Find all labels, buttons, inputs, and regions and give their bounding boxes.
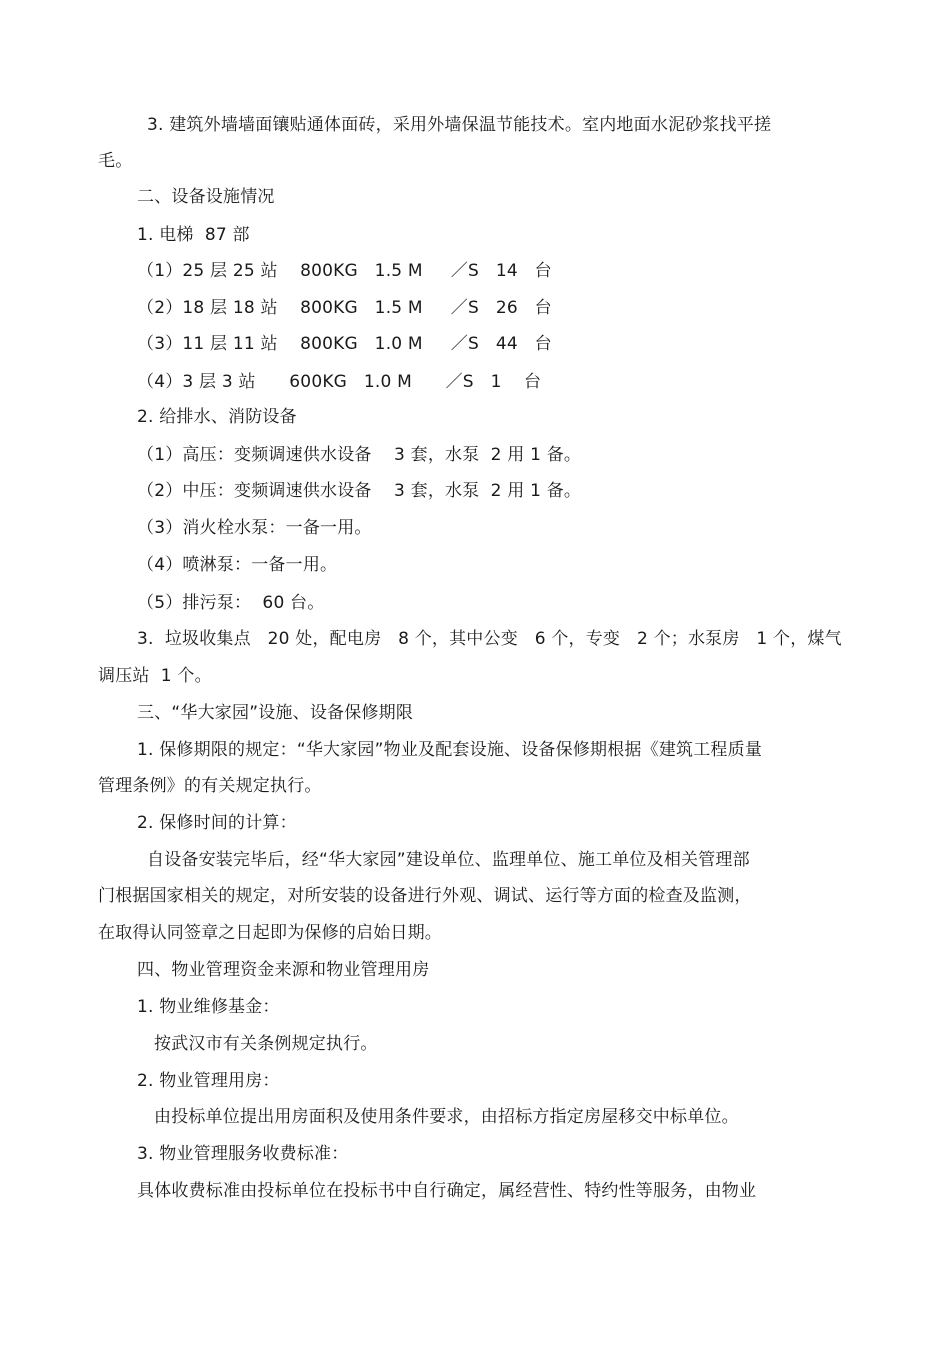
subsection-heading: 2. 保修时间的计算： xyxy=(137,813,297,833)
paragraph-line: 管理条例》的有关规定执行。 xyxy=(98,776,322,796)
subsection-heading: 1. 电梯 87 部 xyxy=(137,225,250,245)
list-item: （1）25 层 25 站 800KG 1.5 M ／S 14 台 xyxy=(137,261,552,281)
paragraph-line: 在取得认同签章之日起即为保修的启始日期。 xyxy=(98,923,442,943)
paragraph-line: 按武汉市有关条例规定执行。 xyxy=(154,1034,378,1054)
list-item: （4）喷淋泵：一备一用。 xyxy=(137,555,338,575)
paragraph-line: 自设备安装完毕后，经“华大家园”建设单位、监理单位、施工单位及相关管理部 xyxy=(147,850,750,870)
subsection-heading: 1. 物业维修基金： xyxy=(137,997,280,1017)
paragraph-line: 1. 保修期限的规定：“华大家园”物业及配套设施、设备保修期根据《建筑工程质量 xyxy=(137,740,763,760)
paragraph-line: 调压站 1 个。 xyxy=(98,666,212,686)
list-item: （2）中压：变频调速供水设备 3 套，水泵 2 用 1 备。 xyxy=(137,481,582,501)
list-item: （3）11 层 11 站 800KG 1.0 M ／S 44 台 xyxy=(137,334,552,354)
list-item: （1）高压：变频调速供水设备 3 套，水泵 2 用 1 备。 xyxy=(137,445,582,465)
paragraph-line: 3. 建筑外墙墙面镶贴通体面砖，采用外墙保温节能技术。室内地面水泥砂浆找平搓 xyxy=(147,115,772,135)
list-item: （4）3 层 3 站 600KG 1.0 M ／S 1 台 xyxy=(137,372,542,392)
section-heading: 二、设备设施情况 xyxy=(137,187,275,207)
paragraph-line: 3. 垃圾收集点 20 处，配电房 8 个，其中公变 6 个，专变 2 个；水泵房 1 个，煤气 xyxy=(137,629,842,649)
paragraph-line: 具体收费标准由投标单位在投标书中自行确定，属经营性、特约性等服务，由物业 xyxy=(137,1181,757,1201)
paragraph-line: 门根据国家相关的规定，对所安装的设备进行外观、调试、运行等方面的检查及监测， xyxy=(98,886,752,906)
paragraph-line: 由投标单位提出用房面积及使用条件要求，由招标方指定房屋移交中标单位。 xyxy=(154,1107,739,1127)
list-item: （3）消火栓水泵：一备一用。 xyxy=(137,518,372,538)
list-item: （5）排污泵： 60 台。 xyxy=(137,593,325,613)
subsection-heading: 3. 物业管理服务收费标准： xyxy=(137,1144,349,1164)
list-item: （2）18 层 18 站 800KG 1.5 M ／S 26 台 xyxy=(137,298,552,318)
section-heading: 三、“华大家园”设施、设备保修期限 xyxy=(137,703,414,723)
subsection-heading: 2. 给排水、消防设备 xyxy=(137,407,297,427)
subsection-heading: 2. 物业管理用房： xyxy=(137,1071,280,1091)
paragraph-line: 毛。 xyxy=(98,151,133,171)
section-heading: 四、物业管理资金来源和物业管理用房 xyxy=(137,960,430,980)
